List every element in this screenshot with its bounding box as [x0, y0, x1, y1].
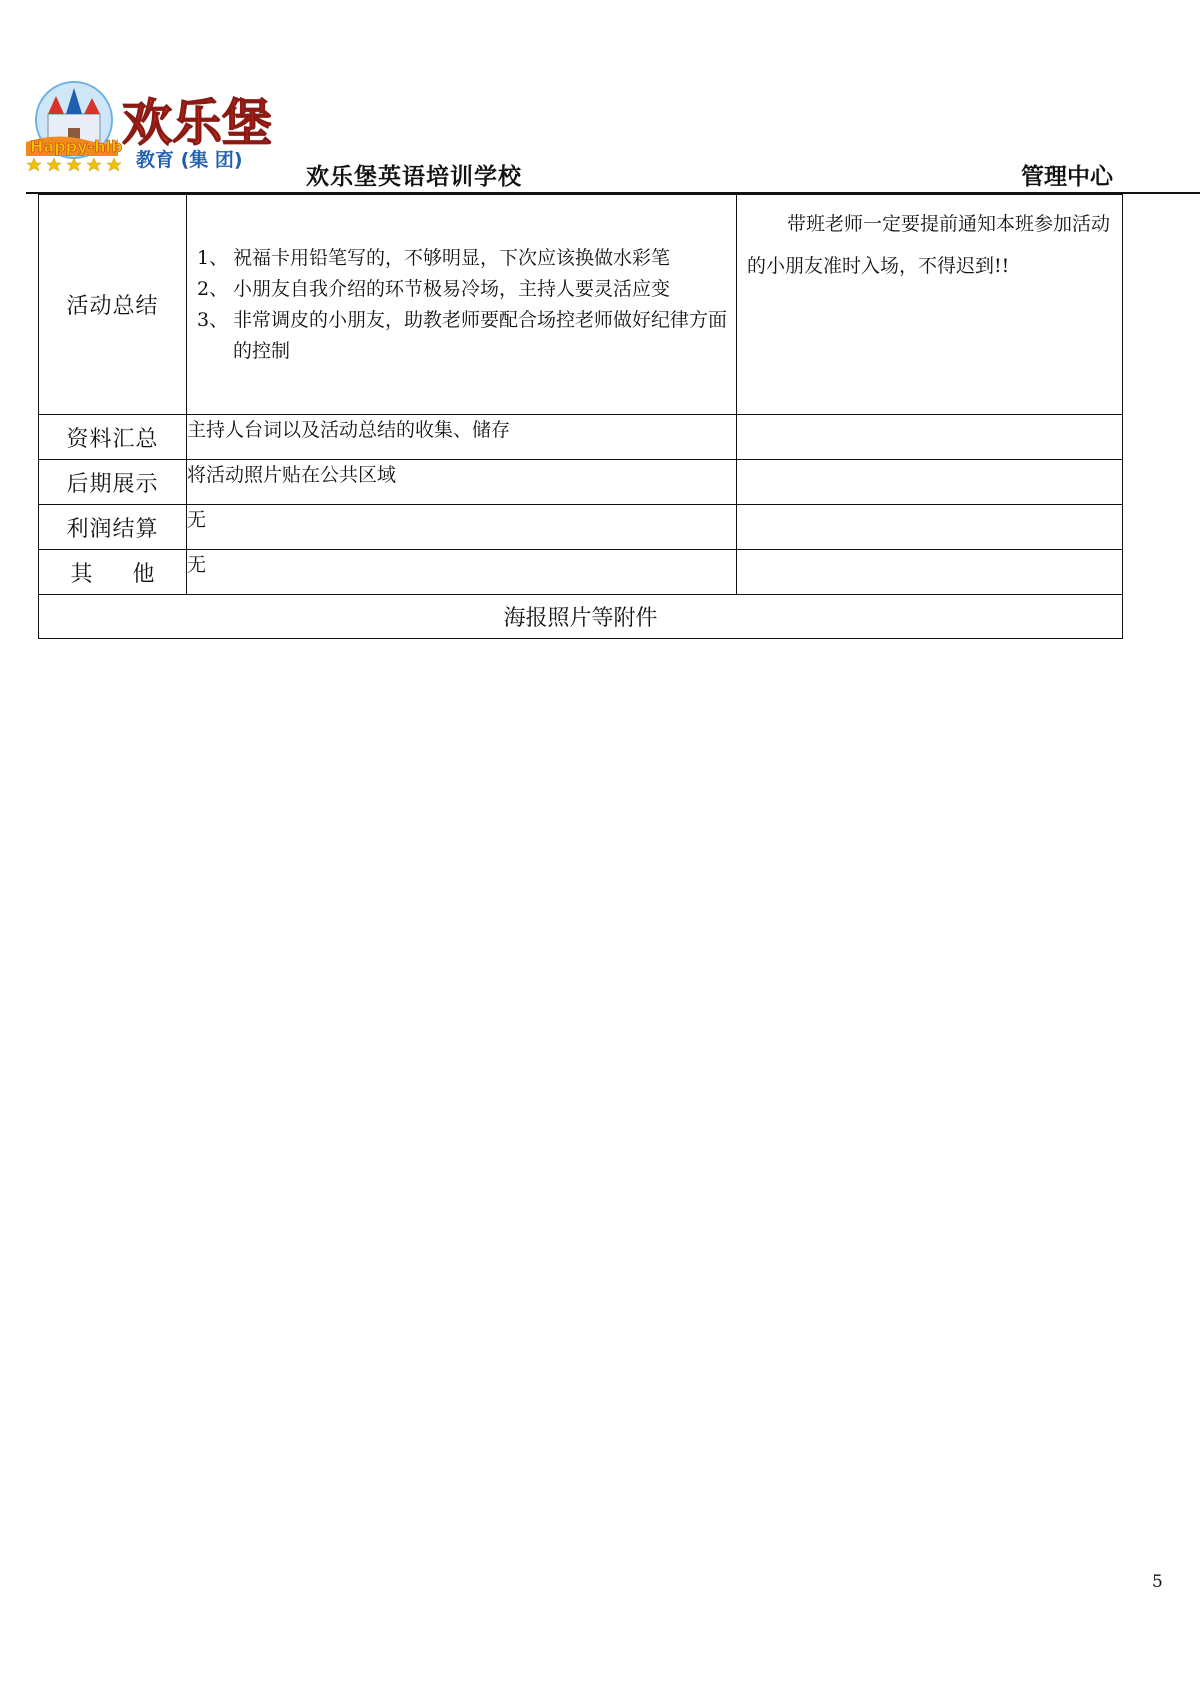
page-number: 5	[1152, 1572, 1163, 1592]
svg-text:Happy-hlb: Happy-hlb	[30, 137, 123, 156]
company-logo	[26, 80, 326, 188]
page-header	[26, 80, 1200, 192]
row-label: 活动总结	[39, 195, 187, 415]
attachment-label: 海报照片等附件	[39, 595, 1123, 639]
row-label: 其 他	[39, 550, 187, 595]
row-note	[737, 415, 1123, 460]
summary-content	[187, 195, 737, 415]
table-row	[39, 415, 1123, 460]
table-row-summary	[39, 195, 1123, 415]
school-name: 欢乐堡英语培训学校	[306, 164, 522, 190]
row-label: 利润结算	[39, 505, 187, 550]
list-item: 2、 小朋友自我介绍的环节极易冷场，主持人要灵活应变	[197, 278, 671, 300]
row-content: 将活动照片贴在公共区域	[187, 460, 737, 505]
svg-text:欢乐堡: 欢乐堡	[122, 94, 272, 152]
row-note	[737, 550, 1123, 595]
list-item: 3、 非常调皮的小朋友，助教老师要配合场控老师做好纪律方面的控制	[197, 309, 728, 362]
table-row	[39, 505, 1123, 550]
summary-list	[187, 195, 736, 367]
row-note	[737, 460, 1123, 505]
row-label: 后期展示	[39, 460, 187, 505]
summary-note: 带班老师一定要提前通知本班参加活动的小朋友准时入场，不得迟到!!	[737, 195, 1123, 415]
svg-text:教育 (集 团): 教育 (集 团)	[136, 149, 243, 171]
activity-report-table	[38, 194, 1123, 639]
table-row-other	[39, 550, 1123, 595]
list-item: 1、 祝福卡用铅笔写的，不够明显，下次应该换做水彩笔	[197, 247, 671, 269]
table-row-attachment	[39, 595, 1123, 639]
department-name: 管理中心	[1021, 164, 1113, 190]
row-label: 资料汇总	[39, 415, 187, 460]
row-content: 无	[187, 505, 737, 550]
row-content: 无	[187, 550, 737, 595]
table-row	[39, 460, 1123, 505]
row-content: 主持人台词以及活动总结的收集、储存	[187, 415, 737, 460]
row-note	[737, 505, 1123, 550]
